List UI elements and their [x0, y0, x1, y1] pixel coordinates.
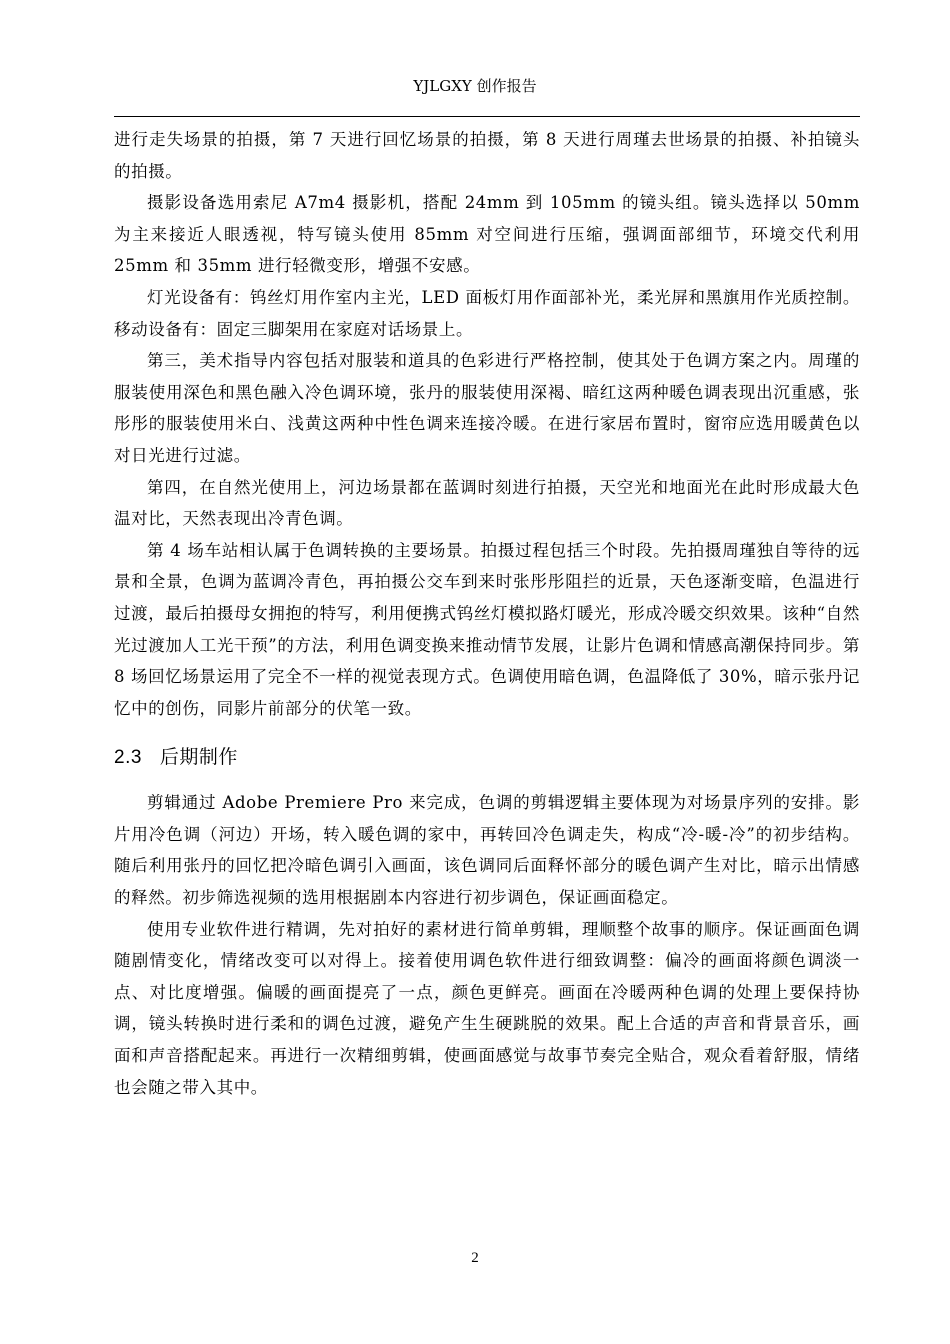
section-title: 后期制作: [159, 746, 238, 769]
paragraph-art-direction: 第三，美术指导内容包括对服装和道具的色彩进行严格控制，使其处于色调方案之内。周瑾的服装使用深色和黑色融入冷色调环境，张丹的服装使用深褐、暗红这两种暖色调表现出沉重感，张彤彤的服装使用米白、浅黄这两种中性色调来连接冷暖。在进行家居布置时，窗帘应选用暖黄色以对日光进行过滤。: [114, 351, 860, 465]
paragraph-lighting-equipment: 灯光设备有：钨丝灯用作室内主光，LED 面板灯用作面部补光，柔光屏和黑旗用作光质控制。移动设备有：固定三脚架用在家庭对话场景上。: [114, 287, 860, 339]
section-heading: [114, 742, 860, 773]
page-number: 2: [471, 1250, 479, 1266]
paragraph-camera-equipment: 摄影设备选用索尼 A7m4 摄影机，搭配 24mm 到 105mm 的镜头组。镜头选择以 50mm 为主来接近人眼透视，特写镜头使用 85mm 对空间进行压缩，强调面部细节，环境交代利用 25mm 和 35mm 进行轻微变形，增强不安感。: [114, 193, 860, 276]
paragraph-natural-light: 第四，在自然光使用上，河边场景都在蓝调时刻进行拍摄，天空光和地面光在此时形成最大色温对比，天然表现出冷青色调。: [114, 477, 860, 529]
section-number: 2.3: [114, 747, 142, 769]
running-header: YJLGXY 创作报告: [413, 77, 537, 95]
body-text: [114, 124, 860, 1103]
paragraph-editing: 剪辑通过 Adobe Premiere Pro 来完成，色调的剪辑逻辑主要体现为对场景序列的安排。影片用冷色调（河边）开场，转入暖色调的家中，再转回冷色调走失，构成“冷-暖-冷”的初步结构。随后利用张丹的回忆把冷暗色调引入画面，该色调同后面释怀部分的暖色调产生对比，暗示出情感的释然。初步筛选视频的选用根据剧本内容进行初步调色，保证画面稳定。: [114, 793, 860, 908]
header-rule: [114, 116, 860, 117]
paragraph-continued: 进行走失场景的拍摄，第 7 天进行回忆场景的拍摄，第 8 天进行周瑾去世场景的拍摄、补拍镜头的拍摄。: [114, 130, 860, 181]
paragraph-color-grading: 使用专业软件进行精调，先对拍好的素材进行简单剪辑，理顺整个故事的顺序。保证画面色调随剧情变化，情绪改变可以对得上。接着使用调色软件进行细致调整：偏冷的画面将颜色调淡一点、对比度增强。偏暖的画面提亮了一点，颜色更鲜亮。画面在冷暖两种色调的处理上要保持协调，镜头转换时进行柔和的调色过渡，避免产生生硬跳脱的效果。配上合适的声音和背景音乐，画面和声音搭配起来。再进行一次精细剪辑，使画面感觉与故事节奏完全贴合，观众看着舒服，情绪也会随之带入其中。: [114, 919, 860, 1097]
paragraph-station-scene: 第 4 场车站相认属于色调转换的主要场景。拍摄过程包括三个时段。先拍摄周瑾独自等待的远景和全景，色调为蓝调冷青色，再拍摄公交车到来时张彤彤阻拦的近景，天色逐渐变暗，色温进行过渡，最后拍摄母女拥抱的特写，利用便携式钨丝灯模拟路灯暖光，形成冷暖交织效果。该种“自然光过渡加人工光干预”的方法，利用色调变换来推动情节发展，让影片色调和情感高潮保持同步。第 8 场回忆场景运用了完全不一样的视觉表现方式。色调使用暗色调，色温降低了 30%，暗示张丹记忆中的创伤，同影片前部分的伏笔一致。: [114, 540, 860, 718]
